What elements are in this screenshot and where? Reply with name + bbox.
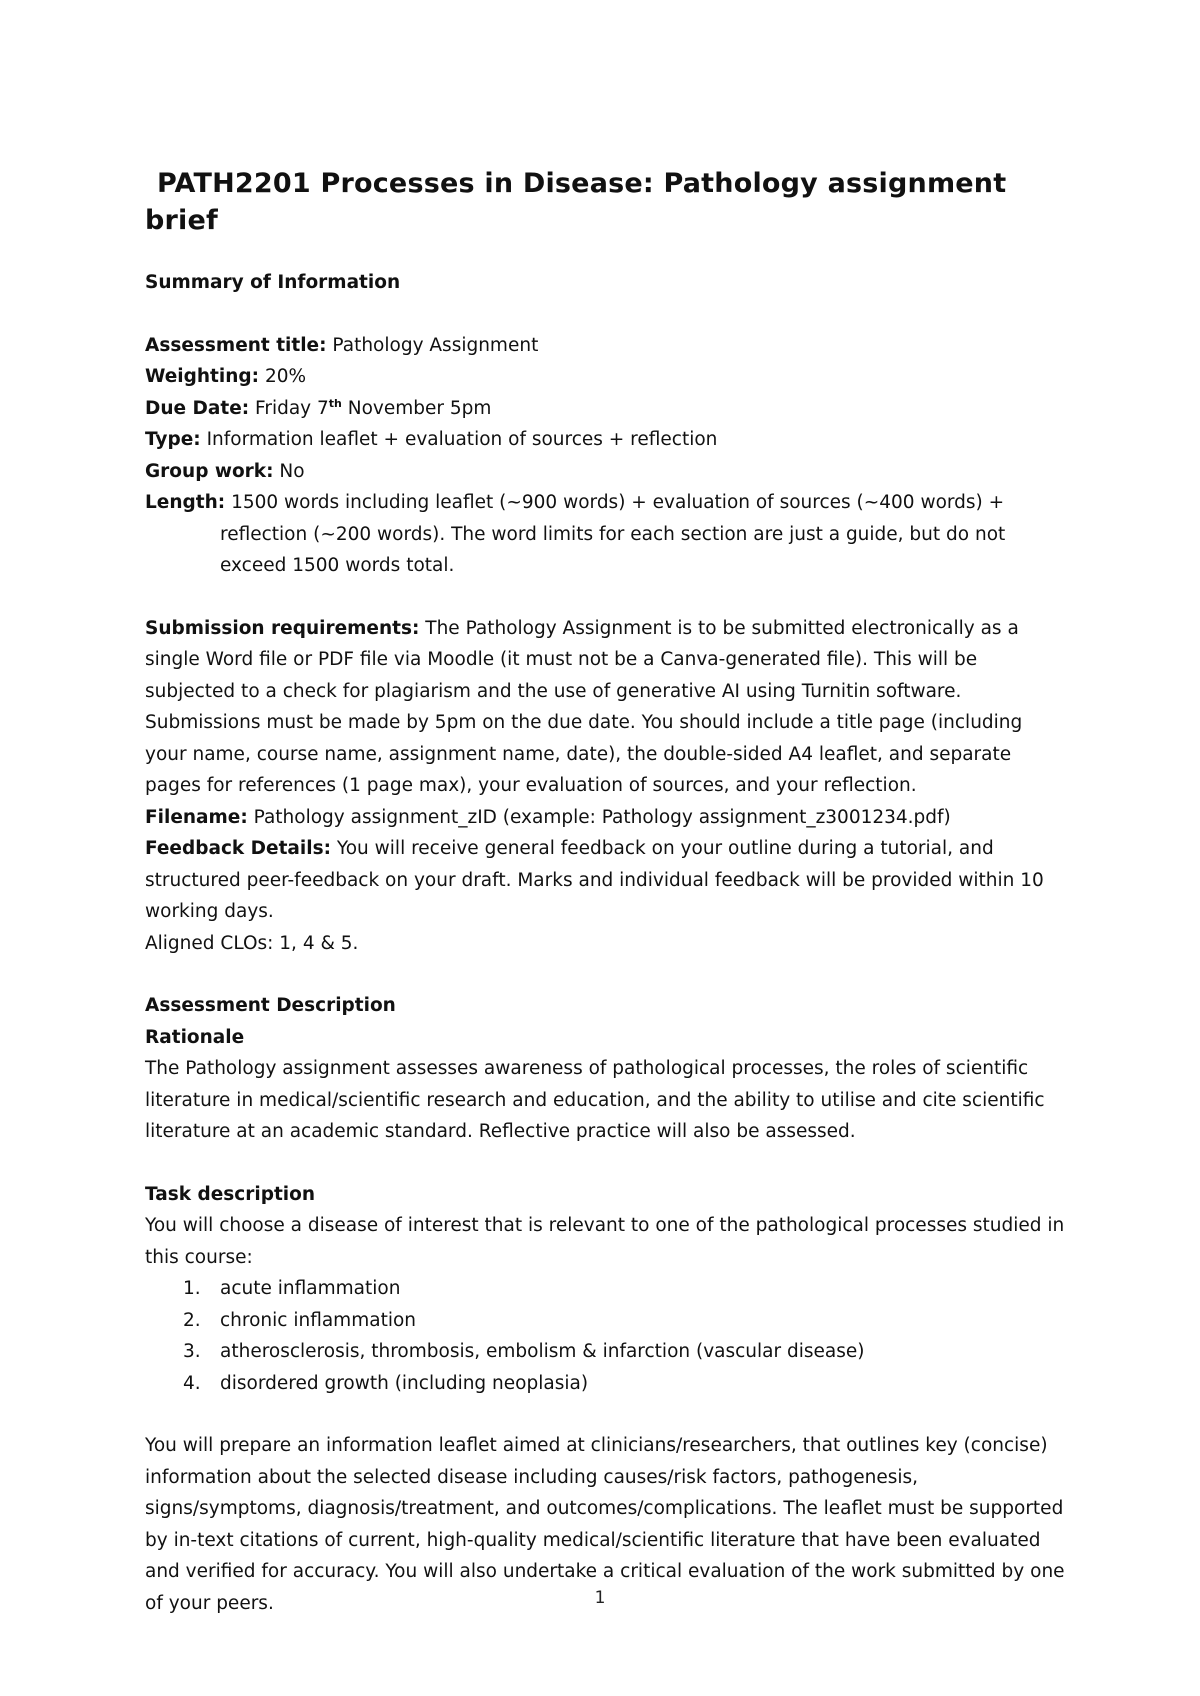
filename-value: Pathology assignment_zID (example: Pathology assignment_z3001234.pdf): [253, 806, 951, 828]
filename-line: [145, 802, 1065, 834]
task-description-heading: Task description: [145, 1183, 316, 1205]
due-date-value-post: November 5pm: [341, 397, 492, 419]
assessment-title-label: Assessment title:: [145, 334, 327, 356]
list-item-text: acute inflammation: [220, 1278, 401, 1299]
due-date-line: [145, 393, 1065, 425]
list-item-text: disordered growth (including neoplasia): [220, 1372, 589, 1394]
type-label: Type:: [145, 429, 201, 450]
document-body: [145, 165, 1065, 1619]
submission-paragraph: [145, 613, 1065, 802]
list-item-text: chronic inflammation: [220, 1309, 417, 1331]
task-intro: You will choose a disease of interest that is relevant to one of the pathological processes studied in this course:: [145, 1215, 1065, 1268]
list-item: [145, 1368, 1065, 1400]
list-item: [145, 1305, 1065, 1337]
length-label: Length:: [145, 492, 226, 513]
list-item-number: 2.: [183, 1309, 201, 1331]
length-line: [145, 487, 1065, 582]
rationale-heading: Rationale: [145, 1026, 245, 1048]
feedback-label: Feedback Details:: [145, 838, 331, 859]
group-work-label: Group work:: [145, 460, 274, 482]
rationale-text: The Pathology assignment assesses awareness of pathological processes, the roles of scientific literature in medical/scientific research and education, and the ability to utilise and cite scientific literature at an academic standard. Reflective practice will also be assessed.: [145, 1058, 1045, 1142]
group-work-value: No: [279, 460, 305, 482]
document-title: PATH2201 Processes in Disease: Pathology assignment brief: [145, 168, 1007, 236]
list-item-number: 4.: [183, 1372, 201, 1394]
spacer: [145, 582, 1065, 613]
weighting-line: [145, 361, 1065, 393]
summary-heading: Summary of Information: [145, 272, 401, 293]
filename-label: Filename:: [145, 806, 248, 828]
list-item-number: 3.: [183, 1341, 201, 1362]
weighting-label: Weighting:: [145, 366, 260, 387]
list-item-text: atherosclerosis, thrombosis, embolism & infarction (vascular disease): [220, 1341, 865, 1362]
page-number: 1: [594, 1588, 606, 1608]
group-work-line: [145, 456, 1065, 488]
submission-value: The Pathology Assignment is to be submitted electronically as a single Word file or PDF file via Moodle (it must not be a Canva-generated file). This will be subjected to a check for plagiarism and the use of generative AI using Turnitin software. Submissions must be made by 5pm on the due date. You should include a title page (including your name, course name, assignment name, date), the double-sided A4 leaflet, and separate pages for references (1 page max), your evaluation of sources, and your reflection.: [145, 617, 1023, 796]
assessment-description-heading: Assessment Description: [145, 995, 396, 1016]
weighting-value: 20%: [264, 366, 307, 387]
spacer: [145, 1399, 1065, 1430]
type-value: Information leaflet + evaluation of sources + reflection: [206, 429, 718, 450]
feedback-paragraph: [145, 833, 1065, 928]
aligned-clos: Aligned CLOs: 1, 4 & 5.: [145, 932, 359, 954]
submission-label: Submission requirements:: [145, 617, 420, 639]
due-date-label: Due Date:: [145, 397, 250, 419]
spacer: [145, 239, 1065, 267]
length-value: 1500 words including leaflet (~900 words) + evaluation of sources (~400 words) + reflection (~200 words). The word limits for each section are just a guide, but do not exceed 1500 words total.: [220, 492, 1006, 576]
process-list: [145, 1273, 1065, 1399]
task-details: You will prepare an information leaflet aimed at clinicians/researchers, that outlines key (concise) information about the selected disease including causes/risk factors, pathogenesis, signs/symptoms, diagnosis/treatment, and outcomes/complications. The leaflet must be supported by in-text citations of current, high-quality medical/scientific literature that have been evaluated and verified for accuracy. You will also undertake a critical evaluation of the work submitted by one of your peers.: [145, 1435, 1065, 1614]
due-date-value-pre: Friday 7: [255, 397, 329, 419]
spacer: [145, 299, 1065, 330]
type-line: [145, 424, 1065, 456]
list-item-number: 1.: [183, 1278, 201, 1299]
assessment-title-value: Pathology Assignment: [332, 334, 539, 356]
assessment-title-line: [145, 330, 1065, 362]
due-date-suffix: th: [328, 396, 342, 410]
list-item: [145, 1336, 1065, 1368]
spacer: [145, 959, 1065, 990]
feedback-value: You will receive general feedback on your outline during a tutorial, and structured peer-feedback on your draft. Marks and individual feedback will be provided within 10 working days.: [145, 838, 1044, 922]
spacer: [145, 1148, 1065, 1179]
list-item: [145, 1273, 1065, 1305]
